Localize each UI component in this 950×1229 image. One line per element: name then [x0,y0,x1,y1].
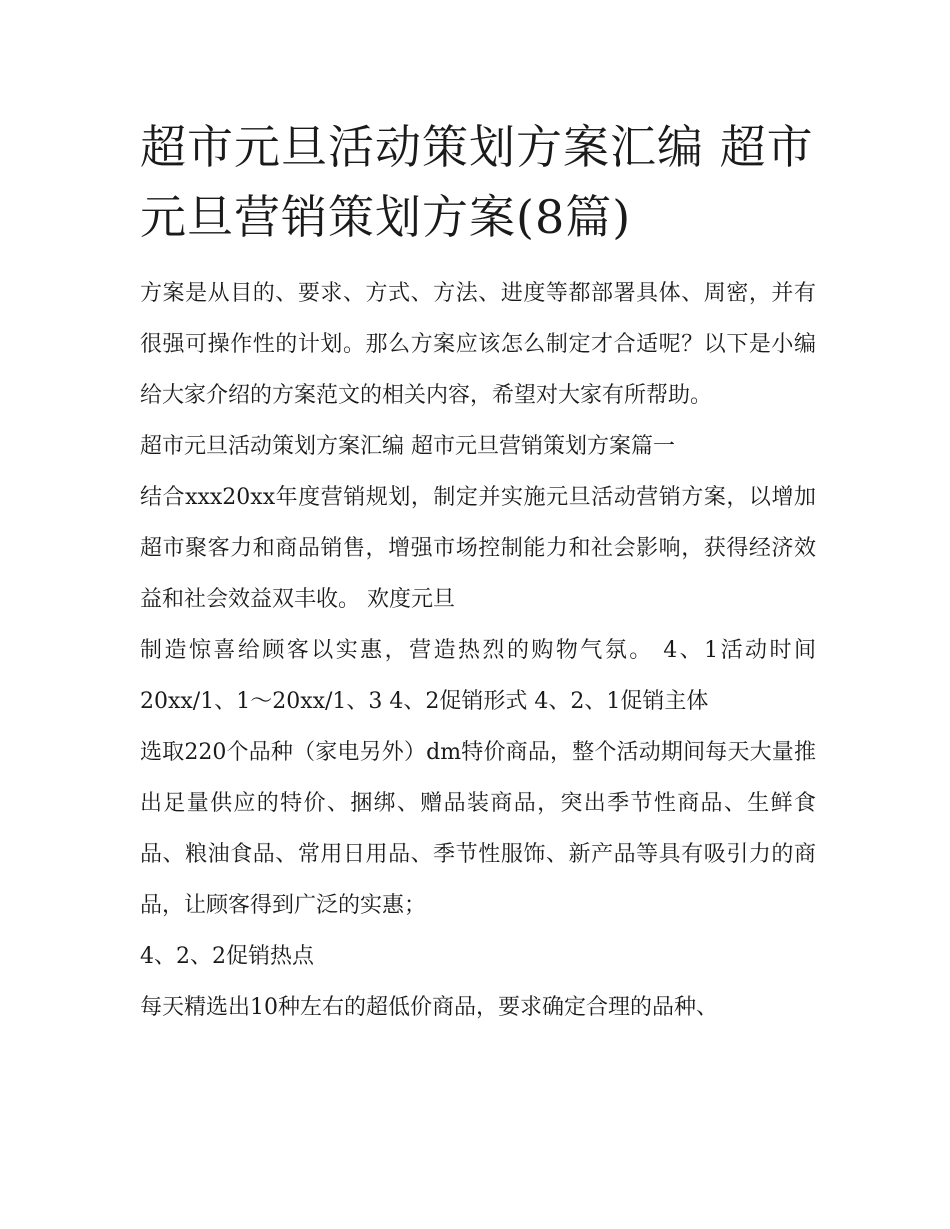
section-heading: 超市元旦活动策划方案汇编 超市元旦营销策划方案篇一 [140,434,675,459]
body-paragraph: 选取220个品种（家电另外）dm特价商品，整个活动期间每天大量推出足量供应的特价、捆绑、赠品装商品，突出季节性商品、生鲜食品、粮油食品、常用日用品、季节性服饰、新产品等具有吸引力的商品，让顾客得到广泛的实惠； [140,740,816,918]
document-page [140,112,816,1033]
body-paragraph: 制造惊喜给顾客以实惠，营造热烈的购物气氛。 4、1活动时间 20xx/1、1～20xx/1、3 4、2促销形式 4、2、1促销主体 [140,638,816,714]
sub-heading: 4、2、2促销热点 [140,944,314,969]
document-title: 超市元旦活动策划方案汇编 超市元旦营销策划方案(8篇) [140,120,814,244]
body-paragraph: 每天精选出10种左右的超低价商品，要求确定合理的品种、 [140,995,718,1020]
intro-paragraph: 方案是从目的、要求、方式、方法、进度等都部署具体、周密，并有很强可操作性的计划。那么方案应该怎么制定才合适呢？以下是小编给大家介绍的方案范文的相关内容，希望对大家有所帮助。 [140,281,816,408]
body-paragraph: 结合xxx20xx年度营销规划，制定并实施元旦活动营销方案，以增加超市聚客力和商品销售，增强市场控制能力和社会影响，获得经济效益和社会效益双丰收。 欢度元旦 [140,485,816,612]
